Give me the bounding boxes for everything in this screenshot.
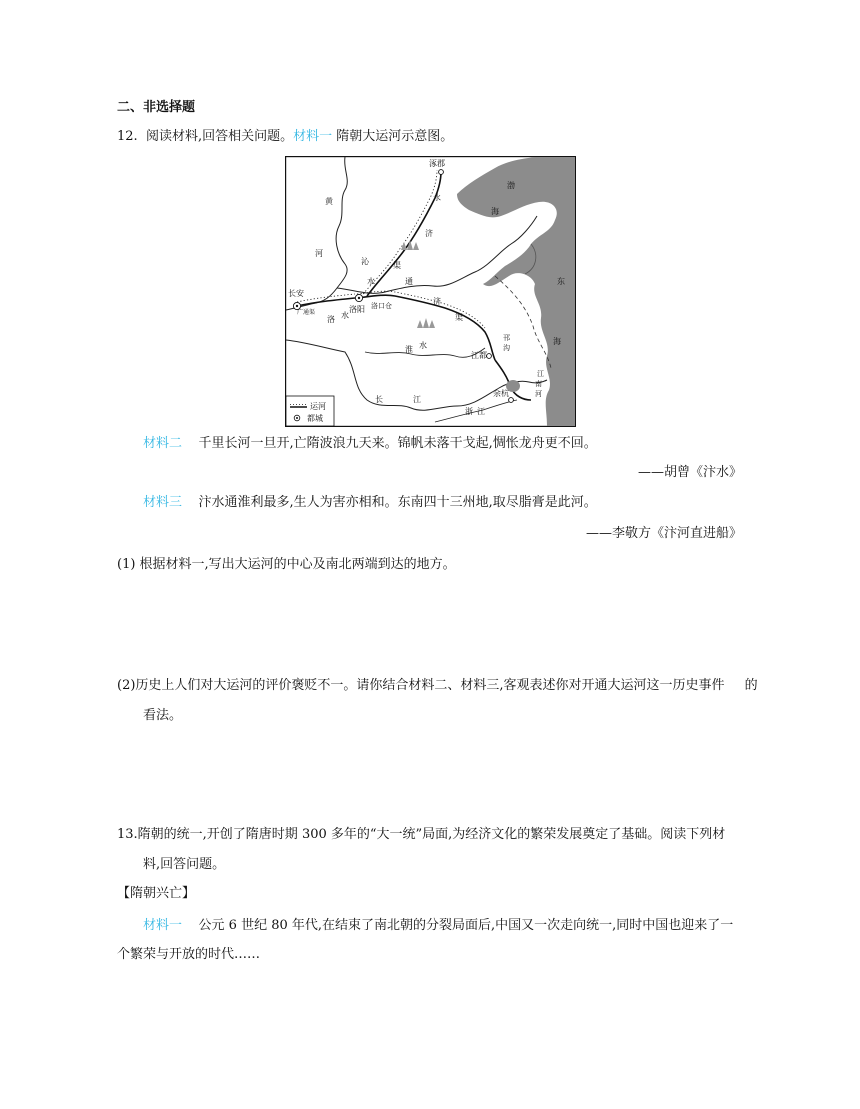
legend-canal-label: 运河 <box>310 402 326 411</box>
q13-material-one <box>143 917 733 935</box>
material-three <box>143 494 597 512</box>
poem-text: 汴水通淮利最多,生人为害亦相和。东南四十三州地,取尽脂膏是此河。 <box>198 495 597 510</box>
material-label: 材料一 <box>143 918 183 933</box>
label-huang: 黄 <box>325 197 333 206</box>
label-jiangnan-1: 江 <box>537 370 544 378</box>
label-zhe: 浙 <box>465 407 473 416</box>
label-jiang-3: 江 <box>477 407 485 416</box>
material-two-source: ——胡曾《汴水》 <box>637 465 742 480</box>
label-shui-2: 水 <box>341 311 349 320</box>
label-luokoucang: 洛口仓 <box>371 302 392 310</box>
legend-capital-label: 都城 <box>307 414 323 423</box>
intro-text: 阅读材料,回答相关问题。 <box>145 129 294 144</box>
label-jiangnan-2: 南 <box>535 380 542 388</box>
label-huai: 淮 <box>405 345 413 354</box>
sub-question-1: (1) 根据材料一,写出大运河的中心及南北两端到达的地方。 <box>117 557 456 572</box>
material-text: 隋朝大运河示意图。 <box>336 129 454 144</box>
label-jiangdu: 江都 <box>471 351 487 360</box>
material-three-source: ——李敬方《汴河直进船》 <box>585 526 742 541</box>
material-label: 材料二 <box>143 436 183 451</box>
label-bohai-2: 海 <box>491 207 499 216</box>
sub-question-2-tail: 的 <box>744 678 758 693</box>
label-dong: 东 <box>557 277 565 286</box>
label-bohai-1: 渤 <box>507 181 515 190</box>
question-number: 12. <box>117 129 138 144</box>
label-qu: 渠 <box>393 261 401 270</box>
yuhang-marker <box>509 398 514 403</box>
label-zhuojun: 涿郡 <box>429 159 445 168</box>
jiangdu-marker <box>487 354 492 359</box>
section-heading: 【隋朝兴亡】 <box>117 886 196 901</box>
sub-question-2-line-2: 看法。 <box>143 708 183 723</box>
label-chang: 长 <box>375 395 383 404</box>
question-12-intro <box>117 128 453 146</box>
sui-grand-canal-map <box>285 156 576 427</box>
sub-question-2-text: (2)历史上人们对大运河的评价褒贬不一。请你结合材料二、材料三,客观表述你对开通大运河这一历史事件 <box>117 678 725 693</box>
material-two <box>143 435 597 453</box>
label-qin: 沁 <box>361 257 369 266</box>
label-hangou-2: 沟 <box>503 344 510 352</box>
label-guangtongqu: 广通渠 <box>297 309 316 316</box>
label-yong: 永 <box>433 193 441 202</box>
label-luo: 洛 <box>327 315 335 324</box>
label-ji: 济 <box>425 229 433 238</box>
label-qu-2: 渠 <box>455 313 463 322</box>
label-hangou-1: 邗 <box>503 334 510 342</box>
label-tong: 通 <box>405 277 413 286</box>
material-label: 材料三 <box>143 495 183 510</box>
label-shui: 水 <box>367 277 375 286</box>
label-luoyang: 洛阳 <box>349 305 365 314</box>
label-jiang-2: 江 <box>413 395 421 404</box>
label-changan: 长安 <box>288 289 304 298</box>
material-label: 材料一 <box>293 129 333 144</box>
label-shui-3: 水 <box>419 341 427 350</box>
label-he: 河 <box>315 249 323 258</box>
poem-text: 千里长河一旦开,亡隋波浪九天来。锦帆未落干戈起,惆怅龙舟更不回。 <box>198 436 597 451</box>
section-title: 二、非选择题 <box>117 100 196 115</box>
zhuojun-marker <box>439 170 444 175</box>
q13-material-one-line-2: 个繁荣与开放的时代…… <box>117 947 261 962</box>
label-yuhang: 余杭 <box>493 389 509 398</box>
material-text: 公元 6 世纪 80 年代,在结束了南北朝的分裂局面后,中国又一次走向统一,同时中国也迎来了一 <box>198 918 734 933</box>
label-ji-2: 济 <box>433 297 441 306</box>
question-13-line-1: 13.隋朝的统一,开创了隋唐时期 300 多年的“大一统”局面,为经济文化的繁荣发展奠定了基础。阅读下列材 <box>117 827 726 842</box>
question-13-line-2: 料,回答问题。 <box>143 857 226 872</box>
label-jiangnan-3: 河 <box>535 390 542 398</box>
sub-question-2 <box>117 677 758 695</box>
label-hai: 海 <box>553 337 561 346</box>
